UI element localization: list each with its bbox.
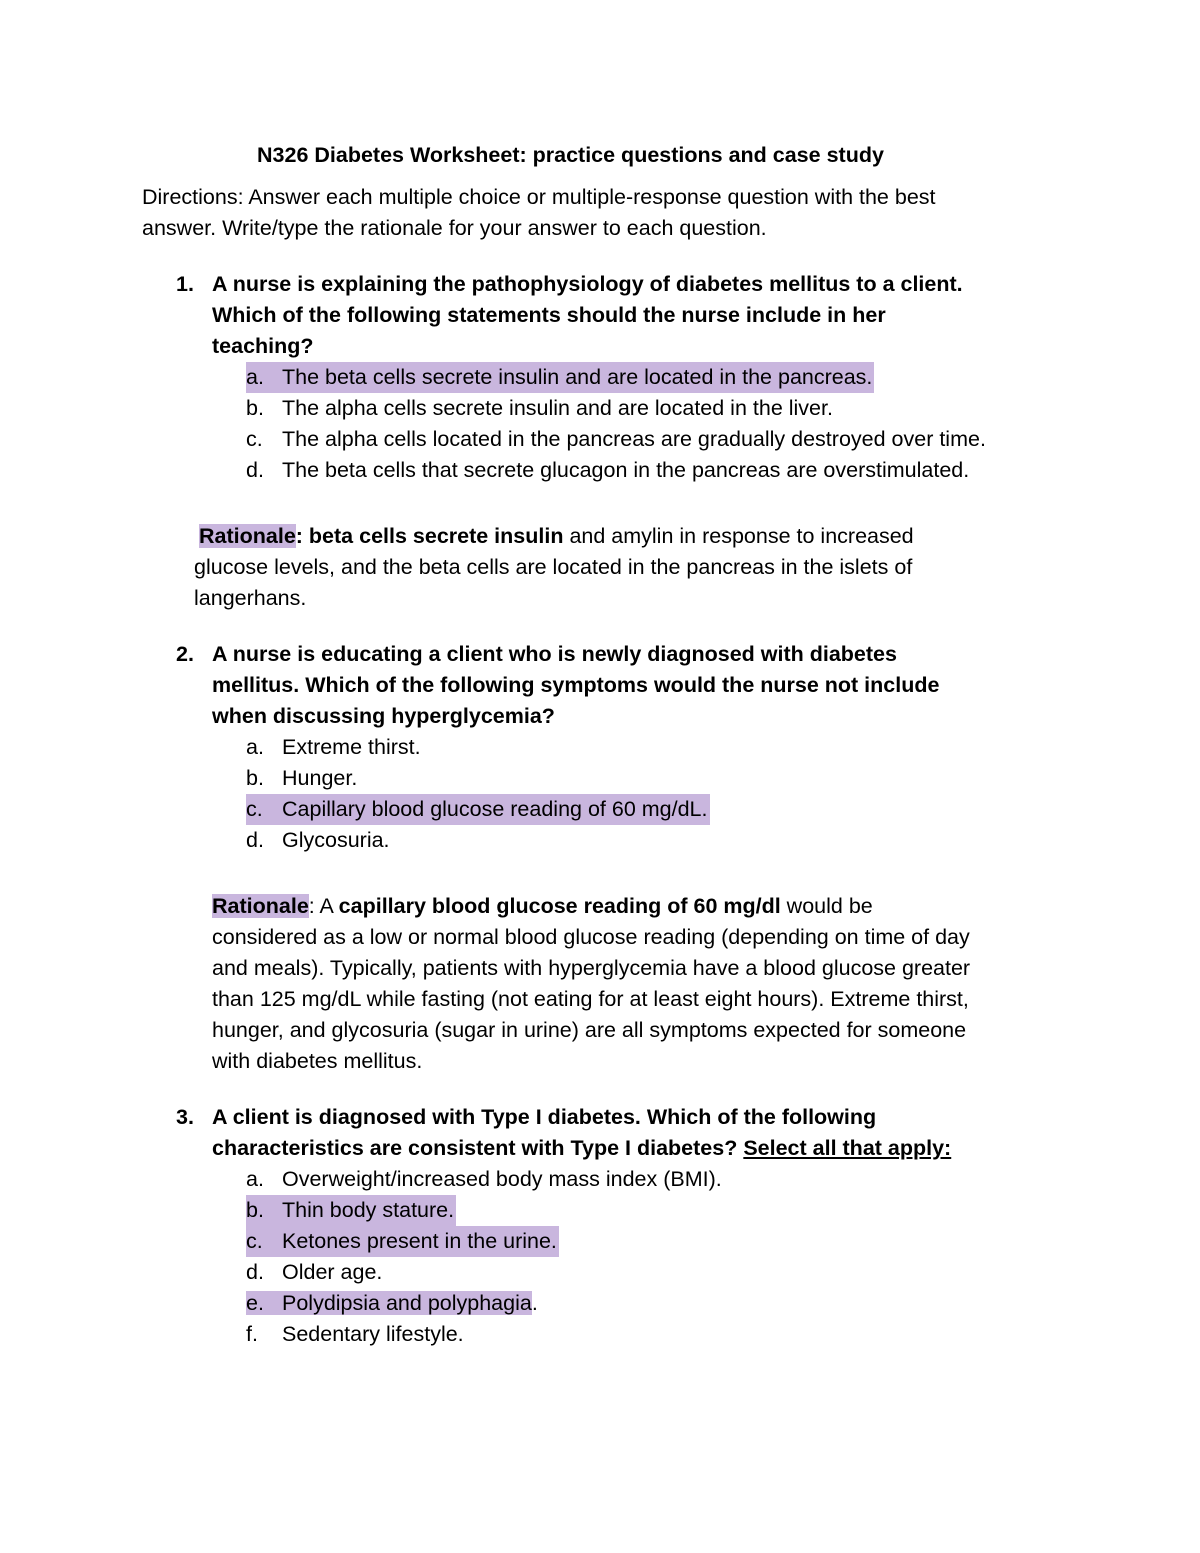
question-3-number: 3. bbox=[176, 1105, 194, 1129]
question-3-option-d bbox=[246, 1257, 382, 1288]
option-text: Ketones present in the urine. bbox=[282, 1229, 557, 1253]
option-letter: d. bbox=[246, 458, 264, 482]
question-2-rationale-line: hunger, and glycosuria (sugar in urine) are all symptoms expected for someone bbox=[212, 1018, 967, 1042]
option-text: Extreme thirst. bbox=[282, 735, 421, 759]
option-text: Capillary blood glucose reading of 60 mg/dL. bbox=[282, 797, 708, 821]
option-highlight bbox=[246, 1291, 532, 1315]
option-letter: b. bbox=[246, 396, 264, 420]
option-letter: b. bbox=[246, 1198, 264, 1222]
question-1-option-c bbox=[246, 424, 986, 455]
question-3-option-e-selected bbox=[246, 1288, 538, 1319]
option-text: Hunger. bbox=[282, 766, 358, 790]
question-2-rationale-line bbox=[212, 891, 873, 922]
question-2-stem-line: when discussing hyperglycemia? bbox=[212, 704, 555, 728]
option-text: Polydipsia and polyphagia bbox=[282, 1291, 532, 1315]
directions-line-1: Directions: Answer each multiple choice or multiple-response question with the best bbox=[142, 185, 936, 209]
question-2-stem-line: A nurse is educating a client who is newly diagnosed with diabetes bbox=[212, 642, 897, 666]
question-2-number: 2. bbox=[176, 642, 194, 666]
option-letter: b. bbox=[246, 766, 264, 790]
option-letter: c. bbox=[246, 1229, 263, 1253]
option-text: Thin body stature. bbox=[282, 1198, 455, 1222]
question-1-rationale-line: langerhans. bbox=[194, 586, 307, 610]
rationale-label: Rationale bbox=[212, 894, 309, 918]
question-3-stem-text: characteristics are consistent with Type I diabetes? bbox=[212, 1136, 744, 1160]
option-text: The beta cells that secrete glucagon in the pancreas are overstimulated. bbox=[282, 458, 970, 482]
question-1-option-a-selected bbox=[246, 362, 874, 393]
option-letter: c. bbox=[246, 427, 263, 451]
page-title: N326 Diabetes Worksheet: practice questions and case study bbox=[257, 143, 884, 167]
option-letter: f. bbox=[246, 1322, 258, 1346]
question-2-rationale-line: considered as a low or normal blood glucose reading (depending on time of day bbox=[212, 925, 970, 949]
option-letter: d. bbox=[246, 828, 264, 852]
select-all-instruction: Select all that apply: bbox=[743, 1136, 952, 1160]
question-1-option-d bbox=[246, 455, 969, 486]
rationale-text: and amylin in response to increased bbox=[563, 524, 914, 548]
question-1-rationale-line: glucose levels, and the beta cells are located in the pancreas in the islets of bbox=[194, 555, 913, 579]
option-text: Older age. bbox=[282, 1260, 383, 1284]
option-text: The beta cells secrete insulin and are located in the pancreas. bbox=[282, 365, 873, 389]
question-2-option-b bbox=[246, 763, 357, 794]
question-3-stem-line: A client is diagnosed with Type I diabetes. Which of the following bbox=[212, 1105, 877, 1129]
option-letter: a. bbox=[246, 365, 264, 389]
question-2-option-c-selected bbox=[246, 794, 710, 825]
option-letter: e. bbox=[246, 1291, 264, 1315]
question-3-option-a bbox=[246, 1164, 722, 1195]
question-2-stem-line: mellitus. Which of the following symptoms would the nurse not include bbox=[212, 673, 940, 697]
option-letter: c. bbox=[246, 797, 263, 821]
question-1-stem-line: Which of the following statements should the nurse include in her bbox=[212, 303, 886, 327]
question-1-stem-line: teaching? bbox=[212, 334, 314, 358]
question-3-option-c-selected bbox=[246, 1226, 559, 1257]
option-text: Overweight/increased body mass index (BMI). bbox=[282, 1167, 722, 1191]
question-1-rationale-line bbox=[199, 521, 914, 552]
question-1-number: 1. bbox=[176, 272, 194, 296]
directions-line-2: answer. Write/type the rationale for your answer to each question. bbox=[142, 216, 767, 240]
option-letter: a. bbox=[246, 1167, 264, 1191]
option-text: The alpha cells located in the pancreas are gradually destroyed over time. bbox=[282, 427, 986, 451]
option-letter: d. bbox=[246, 1260, 264, 1284]
question-1-option-b bbox=[246, 393, 833, 424]
rationale-label: Rationale bbox=[199, 524, 296, 548]
question-1-stem-line: A nurse is explaining the pathophysiology of diabetes mellitus to a client. bbox=[212, 272, 963, 296]
rationale-key-phrase: beta cells secrete insulin bbox=[302, 524, 564, 548]
rationale-text: would be bbox=[780, 894, 873, 918]
rationale-key-phrase: capillary blood glucose reading of 60 mg/dl bbox=[338, 894, 781, 918]
rationale-text: : A bbox=[308, 894, 339, 918]
option-text: Glycosuria. bbox=[282, 828, 390, 852]
question-3-option-f bbox=[246, 1319, 464, 1350]
question-3-stem-line bbox=[212, 1133, 951, 1164]
question-2-option-a bbox=[246, 732, 421, 763]
option-letter: a. bbox=[246, 735, 264, 759]
rationale-colon: : bbox=[295, 524, 303, 548]
question-2-option-d bbox=[246, 825, 390, 856]
question-3-option-b-selected bbox=[246, 1195, 456, 1226]
question-2-rationale-line: with diabetes mellitus. bbox=[212, 1049, 423, 1073]
option-text: The alpha cells secrete insulin and are located in the liver. bbox=[282, 396, 833, 420]
option-suffix: . bbox=[531, 1291, 538, 1315]
question-2-rationale-line: and meals). Typically, patients with hyperglycemia have a blood glucose greater bbox=[212, 956, 971, 980]
option-text: Sedentary lifestyle. bbox=[282, 1322, 464, 1346]
question-2-rationale-line: than 125 mg/dL while fasting (not eating for at least eight hours). Extreme thirst, bbox=[212, 987, 969, 1011]
